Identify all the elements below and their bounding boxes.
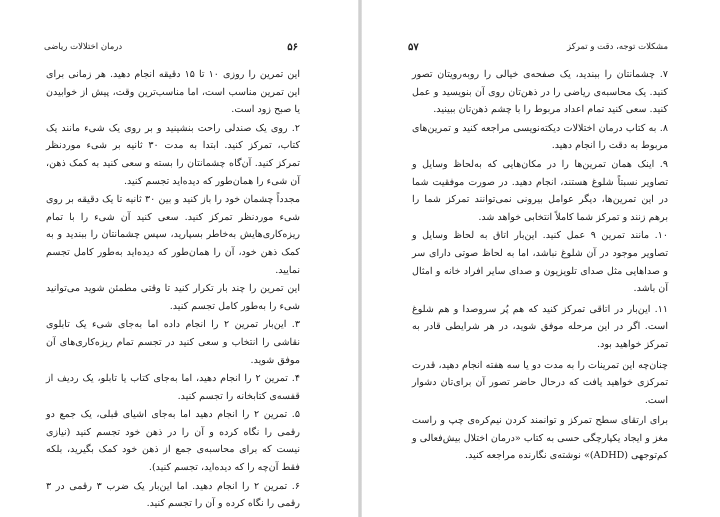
paragraph: ۲. روی یک صندلی راحت بنشینید و بر روی یک شیء مانند یک کتاب، تمرکز کنید. ابتدا به مدت ۳۰ ثانیه بر شیء موردنظر تمرکز کنید. آن‌گاه چشمانتان را بسته و سعی کنید به کمک ذهن، آن شیء را همان‌طور که دیده‌اید تجسم کنید. xyxy=(46,122,301,187)
left-page-body xyxy=(46,66,300,514)
paragraph: ۶. تمرین ۲ را انجام دهید. اما این‌بار یک ضرب ۳ رقمی در ۳ رقمی را نگاه کرده و آن را تجسم کنید. xyxy=(46,480,301,510)
paragraph: ۱۰. مانند تمرین ۹ عمل کنید. این‌بار اتاق به لحاظ وسایل و تصاویر موجود در آن شلوغ نباشد، اما به لحاظ صوتی دارای سر و صداهایی مثل صدای تلویزیون و صدای سایر افراد خانه و امثال آن باشد. xyxy=(412,230,668,295)
paragraph: این تمرین را چند بار تکرار کنید تا وقتی مطمئن شوید می‌توانید شیء را به‌طور کامل تجسم کنید. xyxy=(46,283,300,312)
paragraph: مجدداً چشمان خود را باز کنید و بین ۳۰ ثانیه تا یک دقیقه بر روی شیء موردنظر تمرکز کنید. سعی کنید آن شیء را با تمام ریزه‌کاری‌هایش به‌خاطر بسپارید، سپس چشمانتان را ببندید و به کمک ذهن خود، آن را همان‌طور که دیده‌اید به‌طور کامل تجسم نمایید. xyxy=(46,194,300,276)
paragraph: ۳. این‌بار تمرین ۲ را انجام داده اما به‌جای شیء یک تابلوی نقاشی را انتخاب و سعی کنید در تجسم تمام ریزه‌کاری‌های آن موفق شوید. xyxy=(46,319,301,366)
paragraph: ۹. اینک همان تمرین‌ها را در مکان‌هایی که به‌لحاظ وسایل و تصاویر نسبتاً شلوغ هستند، انجام دهید. در صورت موفقیت شما در این تمرین‌ها، دیگر عوامل بیرونی نمی‌توانند تمرکز شما را برهم زنند و تمرکز شما کاملاً انتخابی خواهد شد. xyxy=(412,158,668,223)
page-number: ۵۶ xyxy=(287,41,298,53)
paragraph: ۸. به کتاب درمان اختلالات دیکته‌نویسی مراجعه کنید و تمرین‌های مربوط به دقت را انجام دهید. xyxy=(412,122,668,152)
paragraph: ۷. چشمانتان را ببندید، یک صفحه‌ی خیالی را روبه‌رویتان تصور کنید. یک محاسبه‌ی ریاضی را در ذهن‌تان روی آن بنویسید و عمل کنید. سعی کنید تمام اعداد مربوط را با چشم ذهن‌تان ببینید. xyxy=(412,69,668,116)
left-page-header xyxy=(44,40,298,54)
paragraph: چنان‌چه این تمرینات را به مدت دو یا سه هفته انجام دهید، قدرت تمرکزی خواهید یافت که درحال حاضر تصور آن برای‌تان دشوار است. xyxy=(412,359,668,406)
paragraph: ۵. تمرین ۲ را انجام دهید اما به‌جای اشیای قبلی، یک جمع دو رقمی را نگاه کرده و آن را در ذهن خود تجسم کنید (نیازی نیست که برای محاسبه‌ی جمع از ذهن خود کمک بگیرید، بلکه فقط آن‌چه را که دیده‌اید، تجسم کنید). xyxy=(46,409,300,474)
left-page xyxy=(0,0,358,517)
right-page xyxy=(362,0,720,517)
running-title: مشکلات توجه، دقت و تمرکز xyxy=(566,42,668,52)
paragraph: برای ارتقای سطح تمرکز و توانمند کردن نیم‌کره‌ی چپ و راست مغز و ایجاد یکپارچگی حسی به کتاب «درمان اختلال بیش‌فعالی و کم‌توجهی (ADHD)» نوشته‌ی نگارنده مراجعه کنید. xyxy=(412,415,668,462)
page-number: ۵۷ xyxy=(408,41,419,53)
paragraph: ۱۱. این‌بار در اتاقی تمرکز کنید که هم پُر سروصدا و هم شلوغ است. اگر در این مرحله موفق شوید، در هر شرایطی قادر به تمرکز خواهید بود. xyxy=(412,303,668,350)
paragraph: این تمرین را روزی ۱۰ تا ۱۵ دقیقه انجام دهید. هر زمانی برای این تمرین مناسب است، اما مناسب‌ترین وقت، پیش از خوابیدن یا صبح زود است. xyxy=(46,69,300,116)
paragraph: ۴. تمرین ۲ را انجام دهید، اما به‌جای کتاب یا تابلو، یک ردیف از قفسه‌ی کتابخانه را تجسم کنید. xyxy=(46,373,300,402)
running-title: درمان اختلالات ریاضی xyxy=(44,42,123,52)
right-page-body xyxy=(412,66,668,466)
right-page-header xyxy=(408,40,668,54)
